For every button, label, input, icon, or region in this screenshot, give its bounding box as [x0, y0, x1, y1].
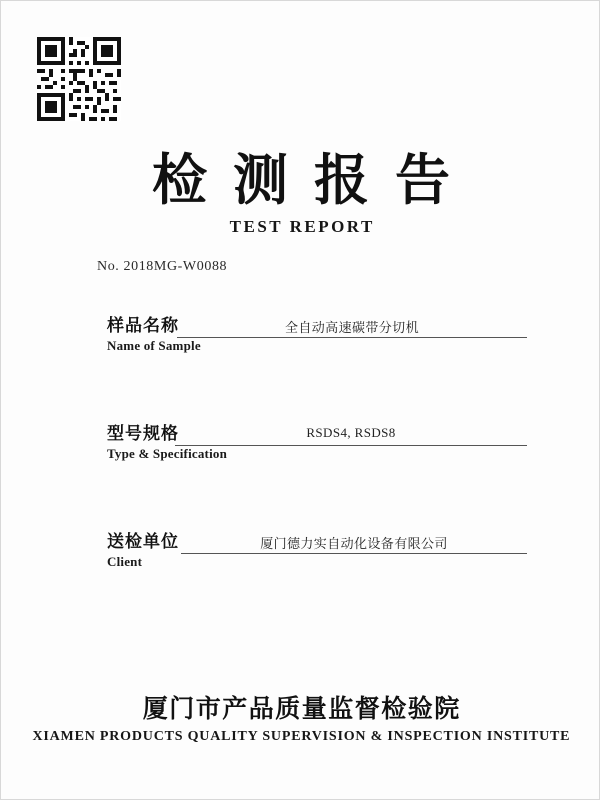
- qr-code-icon: [37, 37, 121, 121]
- field-underline: [181, 553, 527, 554]
- report-title-zh: 检测报告: [151, 150, 476, 211]
- field-label-zh: 样品名称: [107, 316, 179, 335]
- institute-name-zh: 厦门市产品质量监督检验院: [142, 696, 461, 723]
- field-client: [97, 531, 527, 577]
- field-label-en: Client: [107, 554, 143, 569]
- field-underline: [175, 445, 527, 446]
- field-label-zh: 型号规格: [107, 424, 179, 443]
- field-value: 全自动高速碳带分切机: [284, 320, 419, 335]
- field-underline: [177, 337, 527, 338]
- field-sample-name: [97, 315, 527, 361]
- field-value: RSDS4, RSDS8: [306, 425, 396, 440]
- field-label-zh: 送检单位: [107, 532, 179, 551]
- field-value: 厦门德力实自动化设备有限公司: [260, 536, 448, 551]
- report-title-en: TEST REPORT: [229, 217, 375, 236]
- institute-name-en: XIAMEN PRODUCTS QUALITY SUPERVISION & INSPECTION INSTITUTE: [32, 729, 571, 744]
- field-label-en: Type & Specification: [107, 446, 228, 461]
- field-type-specification: [97, 423, 527, 469]
- field-label-en: Name of Sample: [107, 338, 201, 353]
- report-number: No. 2018MG-W0088: [97, 259, 228, 274]
